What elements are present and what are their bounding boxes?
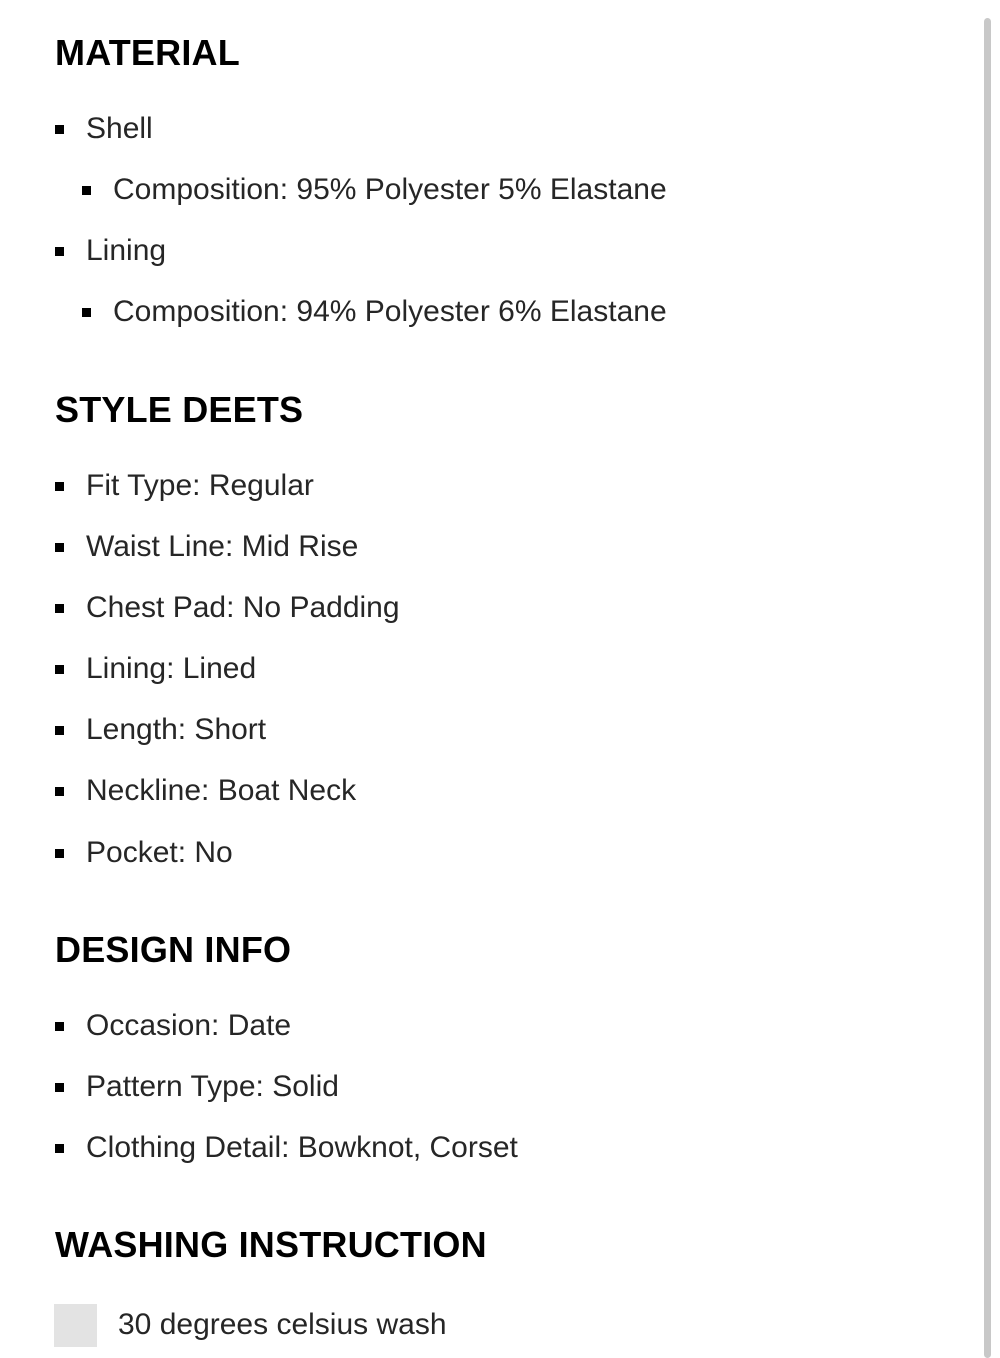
style-deets-heading: STYLE DEETS bbox=[55, 389, 304, 430]
washing-instruction-label: 30 degrees celsius wash bbox=[118, 1308, 447, 1341]
list-item bbox=[55, 527, 358, 567]
square-bullet-icon bbox=[55, 125, 64, 134]
square-bullet-icon bbox=[55, 787, 64, 796]
style-attribute: Fit Type: Regular bbox=[86, 469, 314, 502]
list-item bbox=[55, 1128, 518, 1168]
style-attribute: Pocket: No bbox=[86, 836, 233, 869]
square-bullet-icon bbox=[82, 308, 91, 317]
style-attribute: Neckline: Boat Neck bbox=[86, 774, 357, 807]
style-attribute: Chest Pad: No Padding bbox=[86, 591, 400, 624]
material-heading: MATERIAL bbox=[55, 32, 240, 73]
style-attribute: Length: Short bbox=[86, 713, 267, 746]
washing-instruction-item bbox=[54, 1304, 447, 1348]
material-composition: Composition: 95% Polyester 5% Elastane bbox=[113, 173, 667, 206]
wash-30-icon bbox=[54, 1304, 97, 1347]
list-item bbox=[55, 771, 356, 811]
square-bullet-icon bbox=[55, 482, 64, 491]
material-item-label: Lining bbox=[86, 234, 167, 267]
list-item bbox=[55, 588, 400, 628]
washing-instruction-heading: WASHING INSTRUCTION bbox=[55, 1224, 487, 1265]
material-item-label: Shell bbox=[86, 112, 153, 145]
square-bullet-icon bbox=[55, 247, 64, 256]
list-item bbox=[55, 109, 153, 149]
design-attribute: Clothing Detail: Bowknot, Corset bbox=[86, 1131, 518, 1164]
style-attribute: Lining: Lined bbox=[86, 652, 257, 685]
square-bullet-icon bbox=[55, 543, 64, 552]
list-item bbox=[55, 833, 233, 873]
list-item bbox=[82, 292, 667, 332]
square-bullet-icon bbox=[55, 1083, 64, 1092]
design-attribute: Pattern Type: Solid bbox=[86, 1070, 339, 1103]
list-item bbox=[55, 466, 314, 506]
scrollbar-thumb[interactable] bbox=[984, 18, 991, 1358]
square-bullet-icon bbox=[55, 1022, 64, 1031]
vertical-scrollbar[interactable] bbox=[980, 0, 1000, 1333]
list-item bbox=[55, 231, 166, 271]
square-bullet-icon bbox=[55, 726, 64, 735]
list-item bbox=[55, 1006, 291, 1046]
design-attribute: Occasion: Date bbox=[86, 1009, 292, 1042]
list-item bbox=[55, 649, 256, 689]
square-bullet-icon bbox=[55, 665, 64, 674]
square-bullet-icon bbox=[82, 186, 91, 195]
square-bullet-icon bbox=[55, 1144, 64, 1153]
square-bullet-icon bbox=[55, 849, 64, 858]
square-bullet-icon bbox=[55, 604, 64, 613]
material-composition: Composition: 94% Polyester 6% Elastane bbox=[113, 295, 667, 328]
list-item bbox=[55, 710, 266, 750]
style-attribute: Waist Line: Mid Rise bbox=[86, 530, 359, 563]
design-info-heading: DESIGN INFO bbox=[55, 929, 292, 970]
list-item bbox=[55, 1067, 339, 1107]
list-item bbox=[82, 170, 667, 210]
